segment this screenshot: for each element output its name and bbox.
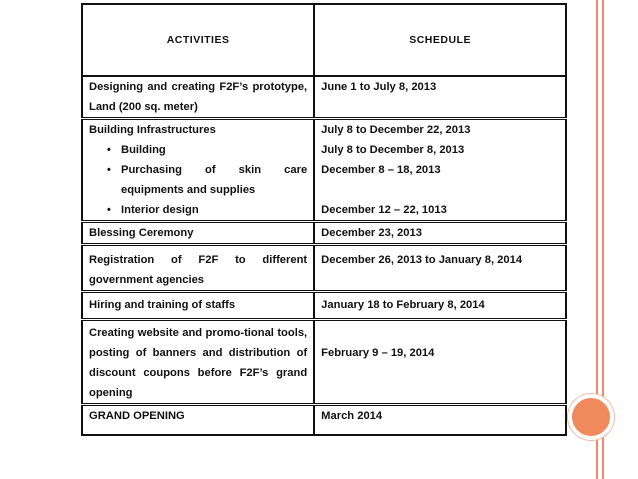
subitem-label: Interior design: [121, 204, 199, 216]
activity-cell: Registration of F2F to different government agencies: [82, 245, 314, 292]
activity-cell: Blessing Ceremony: [82, 222, 314, 245]
schedule-table: [81, 3, 567, 436]
decorative-orange-circle: [568, 394, 614, 440]
schedule-line: December 8 – 18, 2013: [321, 164, 441, 176]
list-item: [107, 160, 307, 200]
activity-cell: Designing and creating F2F’s prototype, Land (200 sq. meter): [82, 76, 314, 119]
list-item: [107, 200, 307, 220]
bullet-icon: •: [107, 164, 111, 176]
table-row: [82, 405, 566, 436]
activity-cell: GRAND OPENING: [82, 405, 314, 436]
bullet-icon: •: [107, 204, 111, 216]
table-row: [82, 76, 566, 119]
list-item: [107, 140, 307, 160]
schedule-cell: December 23, 2013: [314, 222, 566, 245]
schedule-header: SCHEDULE: [314, 4, 566, 76]
table-row: [82, 292, 566, 320]
activity-title: Building Infrastructures: [89, 124, 216, 136]
schedule-cell: January 18 to February 8, 2014: [314, 292, 566, 320]
schedule-cell: [314, 119, 566, 222]
subitem-label: Building: [121, 144, 166, 156]
schedule-line: December 12 – 22, 1013: [321, 204, 447, 216]
activity-cell: Creating website and promo-tional tools, posting of banners and distribution of discount coupons before F2F’s grand opening: [82, 320, 314, 405]
schedule-line: July 8 to December 22, 2013: [321, 124, 471, 136]
subitem-list: [89, 140, 307, 220]
schedule-spacer: [321, 180, 559, 200]
table-row: [82, 222, 566, 245]
schedule-cell: December 26, 2013 to January 8, 2014: [314, 245, 566, 292]
schedule-line: July 8 to December 8, 2013: [321, 144, 465, 156]
activities-header: ACTIVITIES: [82, 4, 314, 76]
table-row: [82, 119, 566, 222]
table-header-row: [82, 4, 566, 76]
activity-cell: Hiring and training of staffs: [82, 292, 314, 320]
table-row: [82, 245, 566, 292]
schedule-cell: June 1 to July 8, 2013: [314, 76, 566, 119]
schedule-cell: March 2014: [314, 405, 566, 436]
activity-cell: [82, 119, 314, 222]
table-row: [82, 320, 566, 405]
subitem-label: Purchasing of skin care equipments and supplies: [121, 164, 308, 196]
bullet-icon: •: [107, 144, 111, 156]
schedule-cell: February 9 – 19, 2014: [314, 320, 566, 405]
